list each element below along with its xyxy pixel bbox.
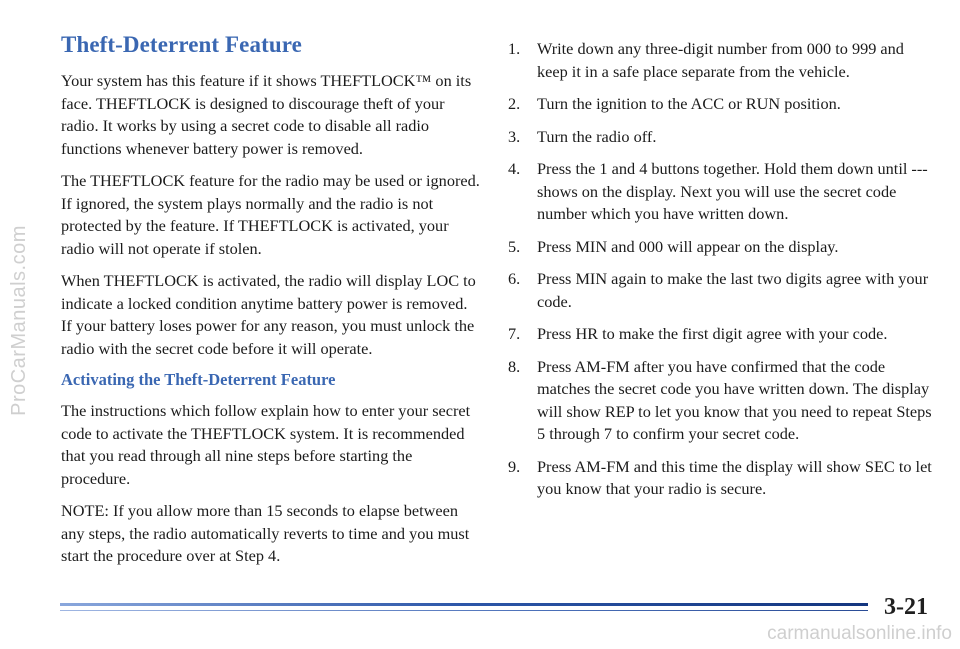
list-item (508, 356, 933, 446)
steps-list (508, 38, 933, 501)
step-number: 9. (508, 456, 521, 476)
side-watermark (4, 40, 34, 600)
page-title: Theft-Deterrent Feature (61, 32, 302, 57)
list-item (508, 38, 933, 83)
note-paragraph: NOTE: If you allow more than 15 seconds to elapse between any steps, the radio automatically reverts to time and you must start the procedure over at Step 4. (61, 501, 470, 565)
list-item (508, 158, 933, 226)
step-text: Press the 1 and 4 buttons together. Hold them down until --- shows on the display. Next you will use the secret code number which you have written down. (537, 159, 928, 223)
step-number: 4. (508, 159, 521, 178)
section-subheading: Activating the Theft-Deterrent Feature (61, 370, 336, 389)
step-text: Press MIN again to make the last two digits agree with your code. (537, 269, 929, 311)
step-number: 5. (508, 236, 521, 256)
footer-rule (60, 601, 868, 615)
list-item (508, 323, 933, 346)
step-text: Turn the ignition to the ACC or RUN position. (537, 94, 841, 113)
locked-paragraph: When THEFTLOCK is activated, the radio will display LOC to indicate a locked condition anytime battery power is removed. If your battery loses power for any reason, you must unlock the radio with the secret code before it will operate. (61, 271, 476, 358)
step-text: Press AM-FM and this time the display will show SEC to let you know that your radio is secure. (537, 456, 932, 498)
step-number: 8. (508, 356, 521, 376)
step-text: Press MIN and 000 will appear on the display. (537, 236, 839, 256)
list-item (508, 236, 933, 259)
step-text: Write down any three-digit number from 000 to 999 and keep it in a safe place separate from the vehicle. (537, 39, 904, 81)
bottom-watermark: carmanualsonline.info (767, 623, 952, 644)
step-number: 2. (508, 94, 521, 113)
side-watermark-text: ProCarManuals.com (7, 224, 30, 416)
list-item (508, 268, 933, 313)
intro-paragraph: Your system has this feature if it shows THEFTLOCK™ on its face. THEFTLOCK is designed to discourage theft of your radio. It works by using a secret code to disable all radio functions whenever battery power is removed. (61, 71, 472, 158)
footer-rule-thick (60, 603, 868, 606)
step-text: Turn the radio off. (537, 126, 657, 146)
step-number: 7. (508, 324, 521, 343)
step-number: 1. (508, 39, 521, 58)
step-number: 3. (508, 126, 521, 146)
list-item (508, 456, 933, 501)
instructions-paragraph: The instructions which follow explain how to enter your secret code to activate the THEFTLOCK system. It is recommended that you read through all nine steps before starting the procedure. (61, 401, 471, 488)
step-text: Press AM-FM after you have confirmed that the code matches the secret code you have written down. The display will show REP to let you know that you need to repeat Steps 5 through 7 to confirm your secret code. (537, 356, 932, 443)
footer-rule-thin (60, 610, 868, 611)
step-text: Press HR to make the first digit agree with your code. (537, 324, 888, 343)
step-number: 6. (508, 269, 521, 288)
list-item (508, 93, 933, 116)
usage-paragraph: The THEFTLOCK feature for the radio may be used or ignored. If ignored, the system plays normally and the radio is not protected by the feature. If THEFTLOCK is activated, your radio will not operate if stolen. (61, 171, 480, 258)
left-column (61, 32, 481, 578)
page-number: 3-21 (884, 594, 928, 620)
right-column (508, 38, 933, 511)
list-item (508, 126, 933, 149)
